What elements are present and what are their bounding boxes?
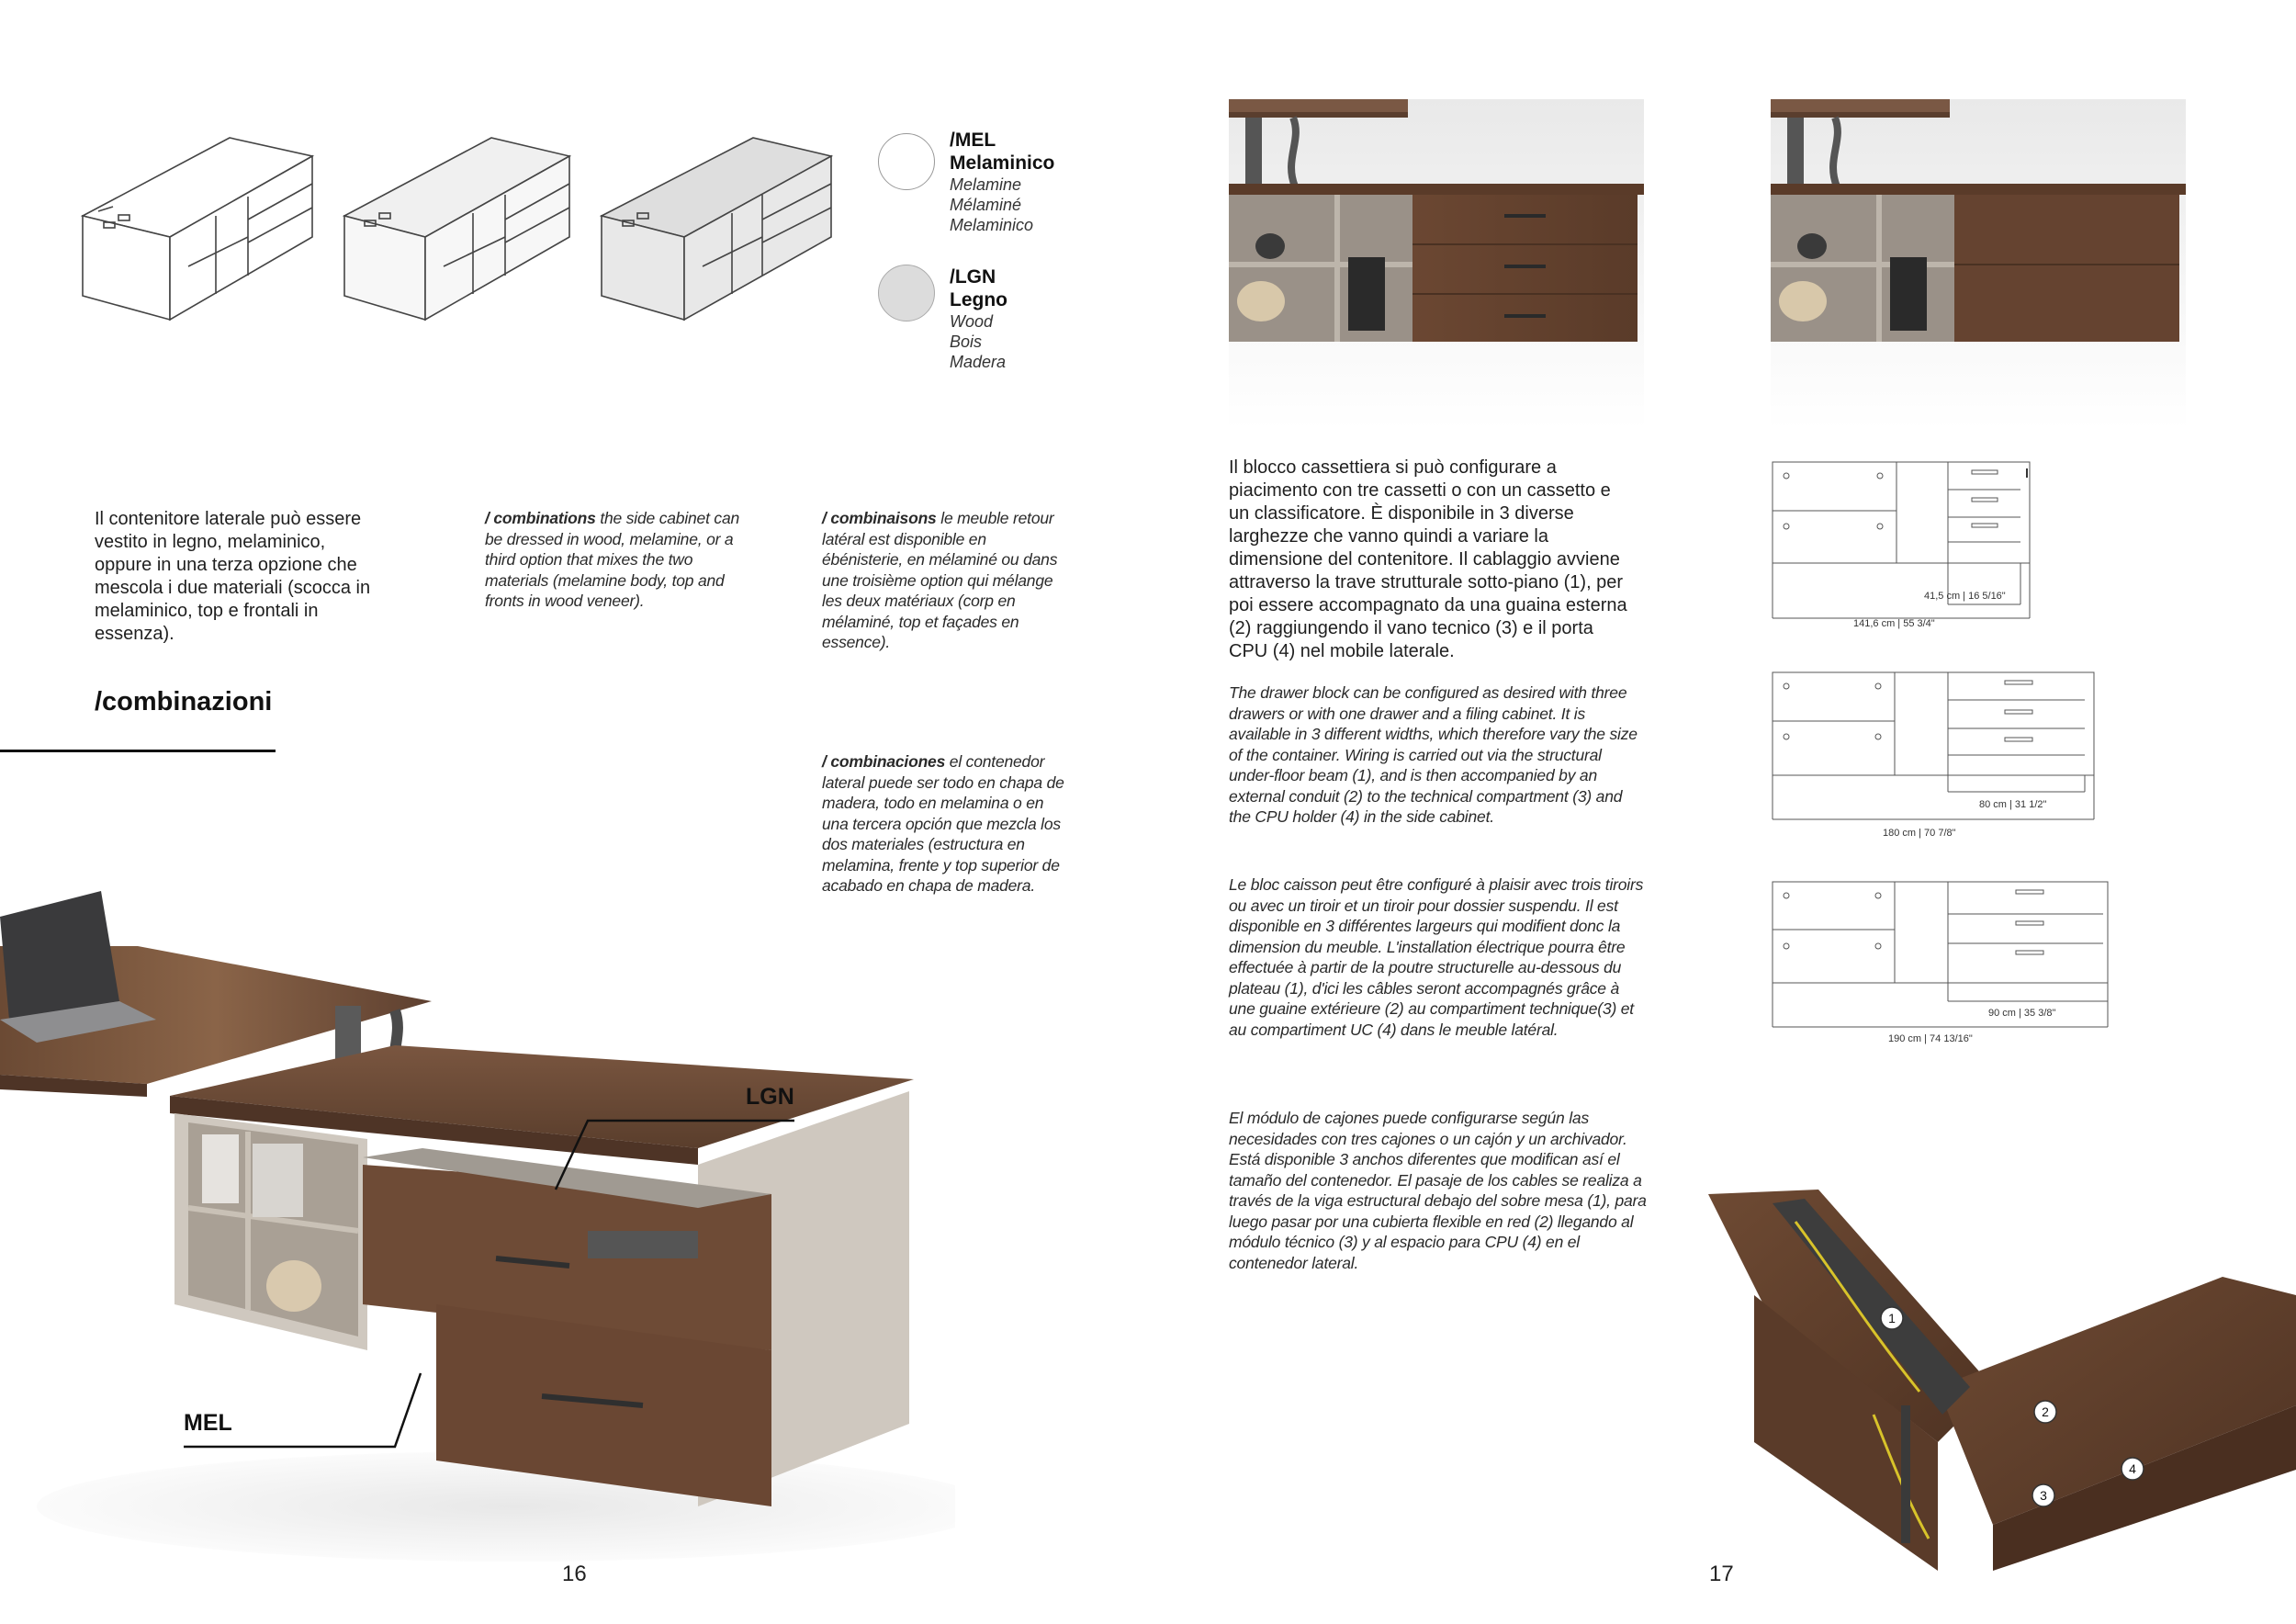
wiring-render bbox=[1708, 1167, 2296, 1571]
intro-en bbox=[485, 508, 742, 612]
body-it: Il blocco cassettiera si può configurare a piacimento con tre cassetti o con un cassetto e un classificatore. È disponibile in 3 diverse larghezze che vanno quindi a variare la dimensione del contenitore. Il cablaggio avviene attraverso la trave strutturale sotto-piano (1), per poi essere accompagnato da una guaina esterna (2) raggiungendo il vano tecnico (3) e il porta CPU (4) nel mobile laterale. bbox=[1229, 457, 1627, 661]
callout-lines bbox=[0, 1084, 827, 1470]
page-number-right: 17 bbox=[1709, 1562, 1734, 1586]
dim-3-drawer: 90 cm | 35 3/8" bbox=[1988, 1008, 2056, 1019]
cabinet-photo-2 bbox=[1771, 99, 2186, 430]
heading-rule bbox=[0, 750, 276, 752]
swatch-lgn-en: Wood bbox=[950, 312, 994, 331]
marker-4 bbox=[2122, 1458, 2144, 1480]
dim-3-total: 190 cm | 74 13/16" bbox=[1888, 1033, 1973, 1044]
tech-drawing-3 bbox=[1768, 877, 2117, 1047]
tech-drawing-2 bbox=[1768, 668, 2099, 847]
swatch-lgn-es: Madera bbox=[950, 353, 1007, 371]
marker-2 bbox=[2034, 1401, 2056, 1423]
intro-es-text: el contenedor lateral puede ser todo en chapa de madera, todo en melamina o en una tercera opción que mezcla los dos materiales (estructura en melamina, frente y top superior de acabado en chapa de madera. bbox=[822, 752, 1064, 895]
swatch-lgn-code: /LGN bbox=[950, 266, 996, 288]
section-heading: /combinazioni bbox=[95, 687, 273, 716]
swatch-lgn-fr: Bois bbox=[950, 333, 983, 351]
callout-mel: MEL bbox=[184, 1410, 232, 1436]
intro-fr bbox=[822, 508, 1065, 653]
cabinet-drawing-mix bbox=[344, 138, 569, 320]
cabinet-drawing-lgn bbox=[602, 138, 831, 320]
dim-2-drawer: 80 cm | 31 1/2" bbox=[1979, 799, 2047, 810]
cabinet-drawing-mel bbox=[83, 138, 312, 320]
dim-1-total: 141,6 cm | 55 3/4" bbox=[1853, 618, 1935, 629]
swatch-mel-code: /MEL bbox=[950, 130, 996, 151]
intro-fr-title: / combinaisons bbox=[822, 509, 937, 527]
cabinet-photo-1 bbox=[1229, 99, 1644, 430]
marker-3 bbox=[2032, 1484, 2054, 1506]
marker-4-label: 4 bbox=[2129, 1461, 2136, 1476]
swatch-mel-name: Melaminico bbox=[950, 152, 1055, 174]
intro-en-title: / combinations bbox=[485, 509, 596, 527]
body-es: El módulo de cajones puede configurarse según las necesidades con tres cajones o un cajón y un archivador. Está disponible 3 anchos diferentes que modifican así el tamaño del contenedor. El pasaje de los cables se realiza a través de la viga estructural debajo del sobre mesa (1), para luego pasar por una cubierta flexible en red (2) llegando al módulo técnico (3) y al espacio para CPU (4) en el contenedor lateral. bbox=[1229, 1109, 1647, 1272]
page-number-left: 16 bbox=[562, 1562, 587, 1586]
intro-it: Il contenitore laterale può essere vestito in legno, melaminico, oppure in una terza opzione che mescola i due materiali (scocca in melaminico, top e frontali in essenza). bbox=[95, 509, 371, 644]
swatch-mel bbox=[950, 129, 1054, 235]
swatch-mel-fr: Mélaminé bbox=[950, 196, 1022, 214]
swatch-lgn-circle bbox=[878, 265, 935, 321]
marker-1 bbox=[1881, 1307, 1903, 1329]
swatch-lgn bbox=[950, 265, 1007, 372]
swatch-mel-es: Melaminico bbox=[950, 216, 1034, 234]
dim-2-total: 180 cm | 70 7/8" bbox=[1883, 828, 1956, 839]
callout-lgn: LGN bbox=[746, 1084, 794, 1110]
swatch-mel-en: Melamine bbox=[950, 175, 1022, 194]
body-en: The drawer block can be configured as desired with three drawers or with one drawer and a filing cabinet. It is available in 3 different widths, which therefore vary the size of the container. Wiring is carried out via the structural under-floor beam (1), and is then accompanied by an external conduit (2) to the technical compartment (3) and the CPU holder (4) in the side cabinet. bbox=[1229, 683, 1638, 826]
dim-1-drawer: 41,5 cm | 16 5/16" bbox=[1924, 591, 2006, 602]
marker-3-label: 3 bbox=[2040, 1488, 2047, 1503]
marker-1-label: 1 bbox=[1888, 1311, 1896, 1325]
marker-2-label: 2 bbox=[2042, 1404, 2049, 1419]
tech-drawing-1 bbox=[1768, 457, 2043, 637]
intro-es-title: / combinaciones bbox=[822, 752, 946, 771]
swatch-lgn-name: Legno bbox=[950, 289, 1007, 310]
intro-fr-text: le meuble retour latéral est disponible en ébénisterie, en mélaminé ou dans une troisième option qui mélange les deux matériaux (corp en mélaminé, top et façades en essence). bbox=[822, 509, 1058, 651]
body-fr: Le bloc caisson peut être configuré à plaisir avec trois tiroirs ou avec un tiroir et un tiroir pour dossier suspendu. Il est disponible en 3 différentes largeurs qui modifient donc la dimension du meuble. L'installation électrique pourra être effectuée à partir de la poutre structurelle au-dessous du plateau (1), d'ici les câbles seront accompagnés grâce à une guaine extérieure (2) au compartiment technique(3) et au compartiment UC (4) dans le meuble latéral. bbox=[1229, 875, 1644, 1039]
swatch-mel-circle bbox=[878, 133, 935, 190]
intro-en-text: the side cabinet can be dressed in wood, melamine, or a third option that mixes the two materials (melamine body, top and fronts in wood veneer). bbox=[485, 509, 740, 610]
cabinet-line-drawings bbox=[78, 129, 859, 340]
